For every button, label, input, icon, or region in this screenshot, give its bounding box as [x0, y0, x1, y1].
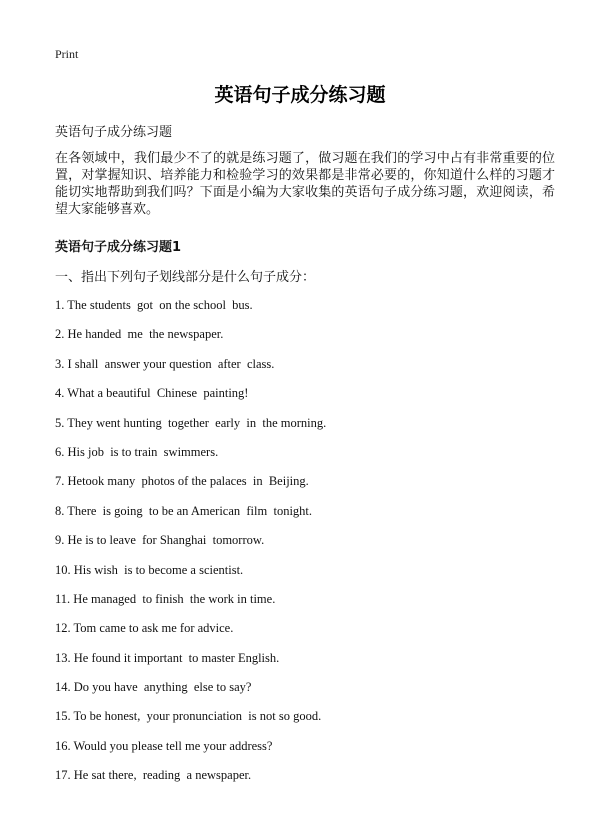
list-item: 13. He found it important to master English.	[55, 650, 280, 665]
list-item: 5. They went hunting together early in the morning.	[55, 415, 327, 430]
list-item: 16. Would you please tell me your address?	[55, 738, 273, 753]
print-label[interactable]: Print	[55, 47, 79, 61]
list-item: 6. His job is to train swimmers.	[55, 444, 219, 459]
section-heading: 英语句子成分练习题1	[55, 240, 182, 255]
list-item: 4. What a beautiful Chinese painting!	[55, 386, 249, 401]
list-item: 2. He handed me the newspaper.	[55, 327, 224, 342]
list-item: 17. He sat there, reading a newspaper.	[55, 768, 252, 783]
list-item: 3. I shall answer your question after class.	[55, 356, 275, 371]
list-item: 12. Tom came to ask me for advice.	[55, 621, 234, 636]
list-item: 10. His wish is to become a scientist.	[55, 562, 244, 577]
list-item: 1. The students got on the school bus.	[55, 298, 253, 312]
list-item: 8. There is going to be an American film tonight.	[55, 503, 313, 518]
intro-paragraph: 在各领域中，我们最少不了的就是练习题了，做习题在我们的学习中占有非常重要的位置，对掌握知识、培养能力和检验学习的效果都是非常必要的，你知道什么样的习题才能切实地帮助到我们吗？下面是小编为大家收集的英语句子成分练习题，欢迎阅读，希望大家能够喜欢。	[55, 151, 555, 217]
subtitle: 英语句子成分练习题	[55, 125, 173, 140]
instruction: 一、指出下列句子划线部分是什么句子成分：	[55, 270, 316, 285]
list-item: 7. Hetook many photos of the palaces in Beijing.	[55, 474, 309, 489]
list-item: 9. He is to leave for Shanghai tomorrow.	[55, 533, 265, 548]
list-item: 11. He managed to finish the work in time.	[55, 591, 276, 606]
list-item: 14. Do you have anything else to say?	[55, 680, 252, 695]
page-title: 英语句子成分练习题	[214, 84, 386, 106]
exercise-list	[55, 297, 326, 797]
list-item: 15. To be honest, your pronunciation is not so good.	[55, 709, 322, 724]
